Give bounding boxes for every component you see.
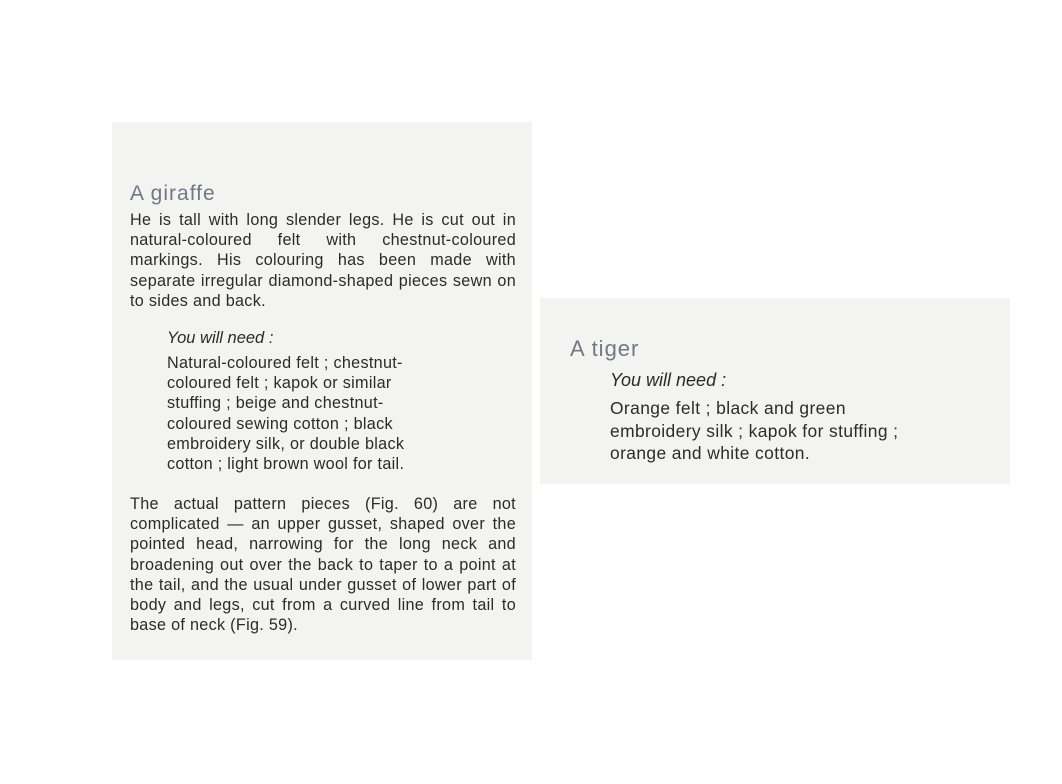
materials-line: Natural-coloured felt ; chestnut- xyxy=(167,354,403,372)
tiger-materials-label: You will need : xyxy=(610,370,727,390)
materials-line: embroidery silk, or double black xyxy=(167,434,405,453)
materials-line: Orange felt ; black and green xyxy=(610,398,846,418)
giraffe-materials-label: You will need : xyxy=(167,329,274,347)
giraffe-materials-list xyxy=(167,353,467,474)
materials-line: embroidery silk ; kapok for stuffing ; xyxy=(610,420,899,441)
giraffe-title: A giraffe xyxy=(130,182,216,205)
tiger-title: A tiger xyxy=(570,336,640,361)
giraffe-intro-paragraph: He is tall with long slender legs. He is cut out in natural-coloured felt with chestnut-coloured markings. His colouring has been made with separate irregular diamond-shaped pieces sewn on to sides and back. xyxy=(130,211,516,310)
materials-line: cotton ; light brown wool for tail. xyxy=(167,455,405,474)
materials-line: coloured sewing cotton ; black xyxy=(167,414,393,433)
giraffe-section xyxy=(112,122,532,660)
giraffe-pattern-paragraph: The actual pattern pieces (Fig. 60) are not complicated — an upper gusset, shaped over the pointed head, narrowing for the long neck and broadening out over the back to taper to a point at the tail, and the usual under gusset of lower part of body and legs, cut from a curved line from tail to base of neck (Fig. 59). xyxy=(130,495,516,635)
materials-line: stuffing ; beige and chestnut- xyxy=(167,394,384,413)
tiger-materials-list xyxy=(610,397,990,465)
materials-line: orange and white cotton. xyxy=(610,443,811,463)
tiger-section xyxy=(540,298,1010,484)
materials-line: coloured felt ; kapok or similar xyxy=(167,374,392,393)
